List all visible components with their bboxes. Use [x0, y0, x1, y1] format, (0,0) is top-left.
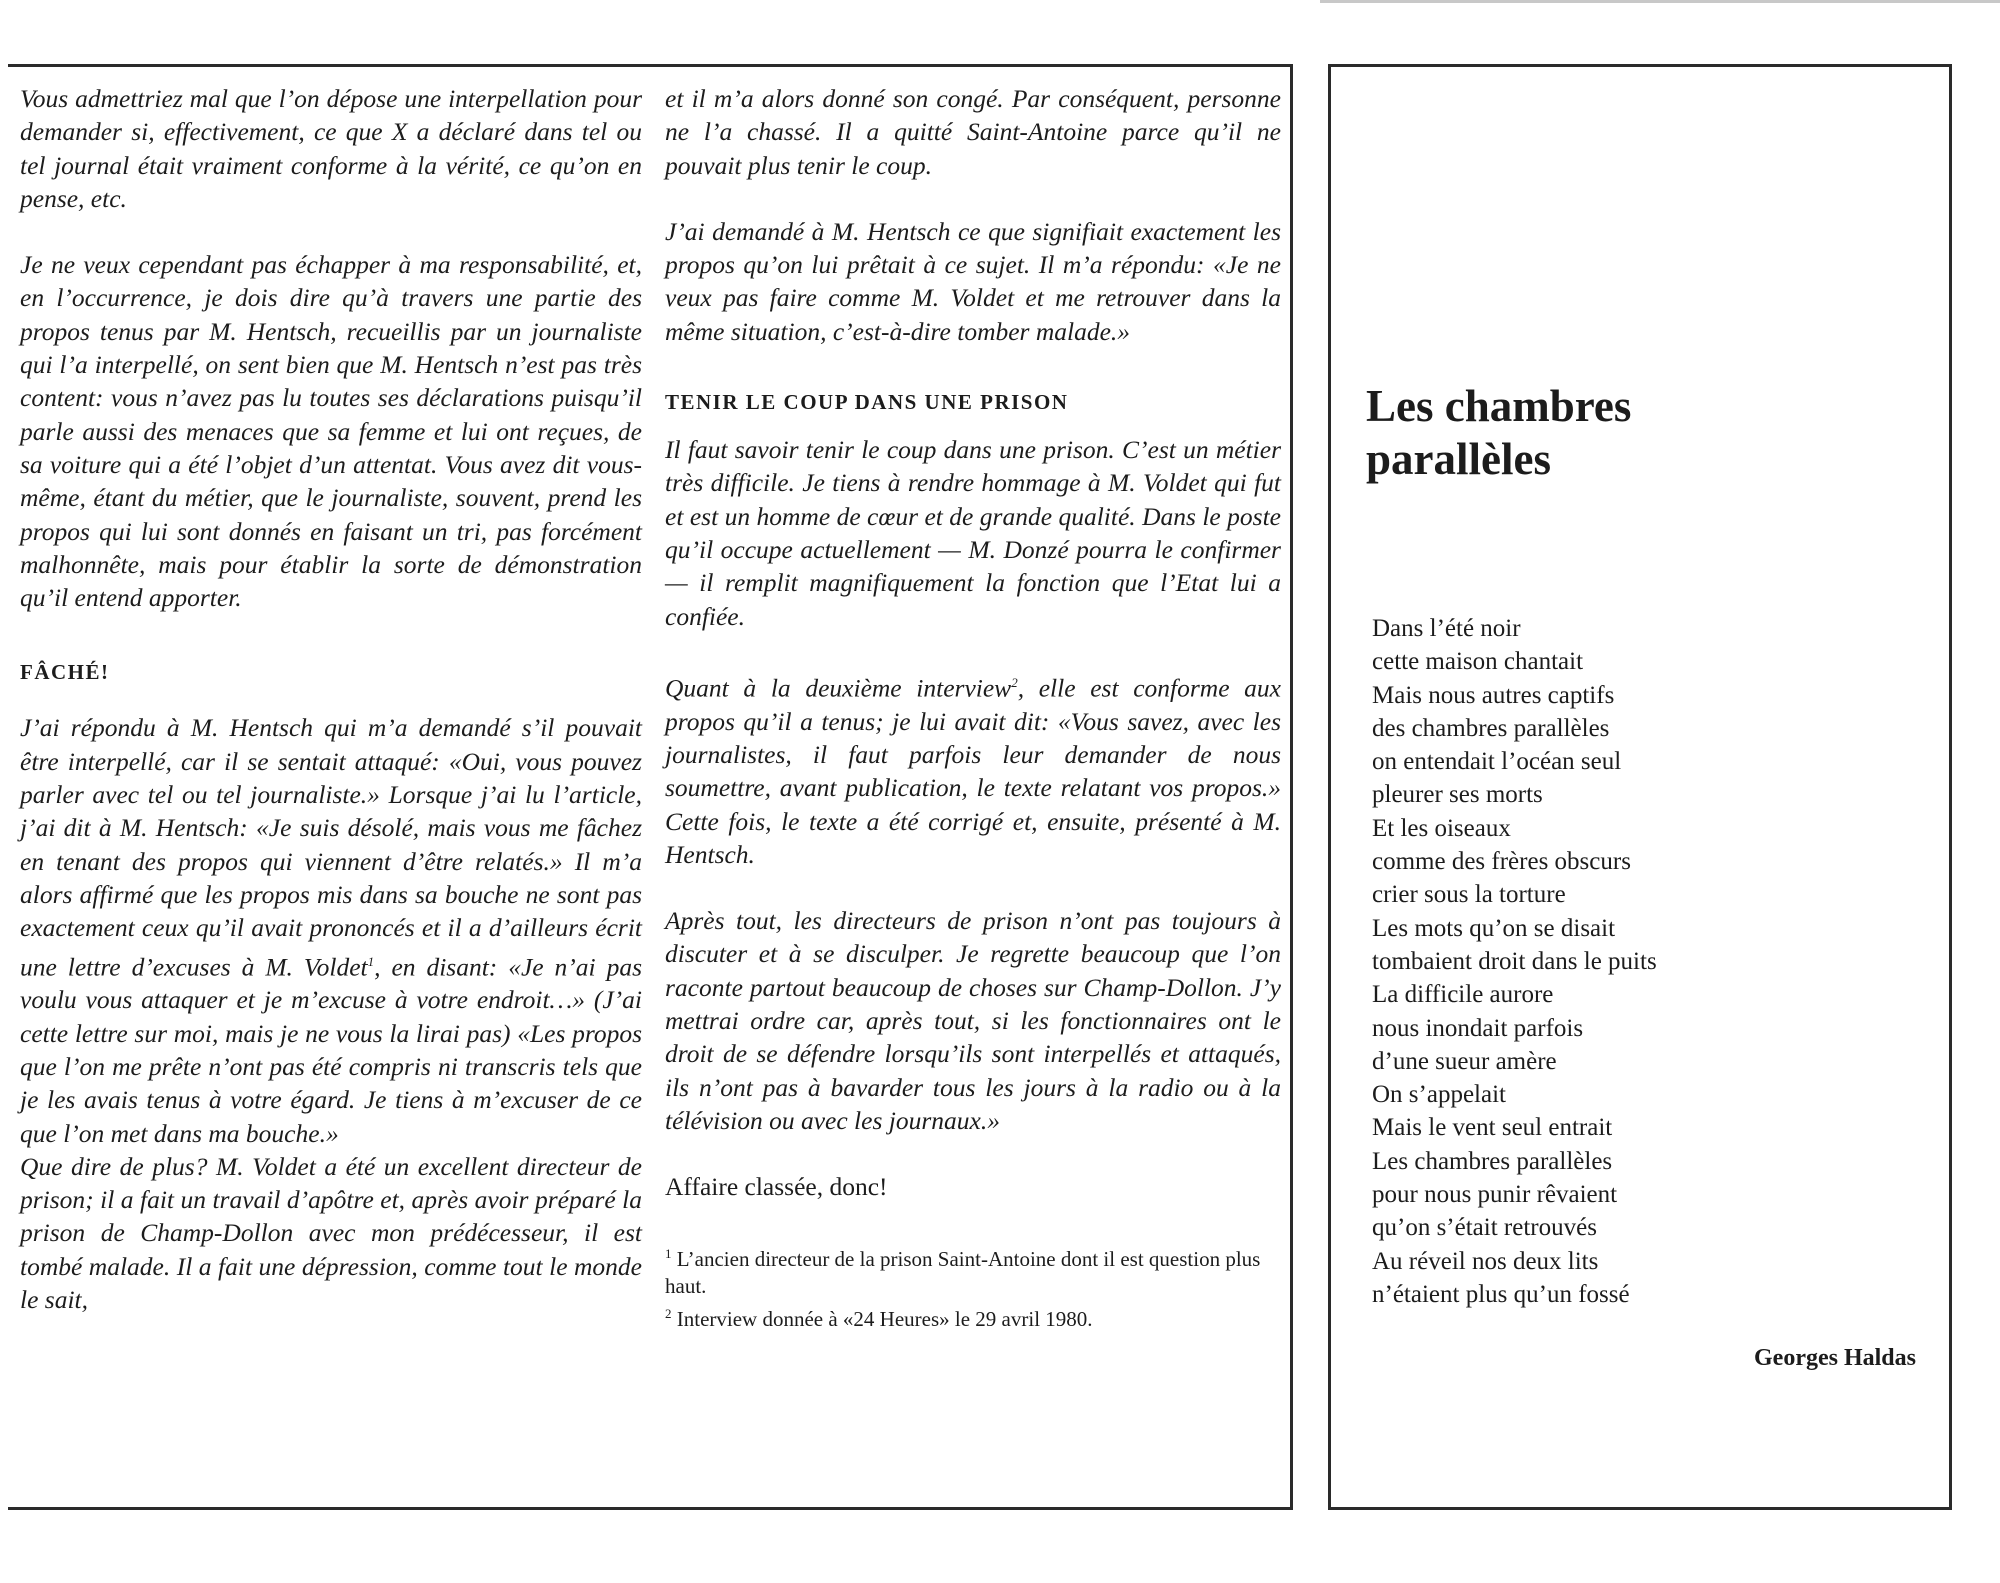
poem-line: d’une sueur amère [1372, 1047, 1557, 1075]
footnote-2 [665, 1300, 1281, 1333]
left-paragraph-2: Je ne veux cependant pas échapper à ma responsabilité, et, en l’occurrence, je dois dire qu’à travers une partie des propos tenus par M. Hentsch, recueillis par un journaliste qui l’a interpellé, on sent bien que M. Hentsch n’est pas très content: vous n’avez pas lu toutes ses déclarations puisqu’il parle aussi des menaces que sa femme et lui ont reçues, de sa voiture qui a été l’objet d’un attentat. Vous avez dit vous-même, étant du métier, que le journaliste, souvent, prend les propos qui lui sont donnés en faisant un tri, pas forcément malhonnête, mais pour établir la sorte de démonstration qu’il entend apporter. [20, 250, 642, 613]
poem-title [1366, 380, 1906, 486]
footnote-1-mark: 1 [665, 1245, 672, 1261]
mid-paragraph-1: et il m’a alors donné son congé. Par conséquent, personne ne l’a chassé. Il a quitté Saint-Antoine parce qu’il ne pouvait plus tenir le coup. [665, 84, 1281, 180]
left-paragraph-3 [20, 711, 642, 1149]
poem-line: Les chambres parallèles [1372, 1147, 1613, 1175]
poem-title-line-2: parallèles [1366, 434, 1551, 484]
footnote-2-mark: 2 [665, 1305, 672, 1321]
section-heading-tenir-le-coup: TENIR LE COUP DANS UNE PRISON [665, 390, 1069, 415]
footnote-ref-1: 1 [367, 953, 375, 969]
mid-paragraph-4-text-a: Quant à la deuxième interview [665, 673, 1012, 703]
poem-line: Mais le vent seul entrait [1372, 1114, 1613, 1142]
poem-line: pour nous punir rêvaient [1372, 1181, 1618, 1209]
footnote-2-text: Interview donnée à «24 Heures» le 29 avril 1980. [676, 1306, 1093, 1331]
poem-line: On s’appelait [1372, 1081, 1506, 1109]
footnote-1 [665, 1240, 1281, 1300]
left-paragraph-4: Que dire de plus? M. Voldet a été un excellent directeur de prison; il a fait un travail d’apôtre et, après avoir préparé la prison de Champ-Dollon avec mon prédécesseur, il est tombé malade. Il a fait une dépression, comme tout le monde le sait, [20, 1151, 642, 1314]
poem-line: Dans l’été noir [1372, 615, 1521, 642]
poem-body [1372, 612, 1892, 1311]
poem-line: crier sous la torture [1372, 881, 1566, 909]
article-left-column [20, 82, 642, 1316]
section-heading-fache: FÂCHÉ! [20, 660, 110, 685]
poem-line: pleurer ses morts [1372, 781, 1543, 809]
poem-line: n’étaient plus qu’un fossé [1372, 1280, 1630, 1308]
poem-line: on entendait l’océan seul [1372, 748, 1622, 776]
poem-line: La difficile aurore [1372, 981, 1554, 1009]
poem-line: tombaient droit dans le puits [1372, 947, 1657, 975]
poem-line: Au réveil nos deux lits [1372, 1247, 1599, 1275]
poem-line: qu’on s’était retrouvés [1372, 1214, 1597, 1242]
top-rule [1320, 0, 2000, 3]
mid-paragraph-5: Après tout, les directeurs de prison n’ont pas toujours à discuter et à se disculper. Je regrette beaucoup que l’on raconte partout beaucoup de choses sur Champ-Dollon. J’y mettrai ordre car, après tout, si les fonctionnaires ont le droit de se défendre lorsqu’ils sont interpellés et attaqués, ils n’ont pas à bavarder tous les jours à la radio ou à la télévision ou avec les journaux.» [665, 906, 1281, 1135]
footnotes [665, 1240, 1281, 1333]
poem-line: des chambres parallèles [1372, 714, 1610, 742]
poem-author: Georges Haldas [1754, 1345, 1916, 1371]
poem-line: Les mots qu’on se disait [1372, 914, 1616, 942]
left-paragraph-3-text-a: J’ai répondu à M. Hentsch qui m’a demandé s’il pouvait être interpellé, car il se sentait attaqué: «Oui, vous pouvez parler avec tel ou tel journaliste.» Lorsque j’ai lu l’article, j’ai dit à M. Hentsch: «Je suis désolé, mais vous me fâchez en tenant des propos qui viennent d’être relatés.» Il m’a alors affirmé que les propos mis dans sa bouche ne sont pas exactement ceux qu’il avait prononcés et il a d’ailleurs écrit une lettre d’excuses à M. Voldet [20, 713, 642, 982]
poem-title-line-1: Les chambres [1366, 381, 1632, 431]
left-paragraph-3-text-b: , en disant: «Je n’ai pas voulu vous attaquer et je m’excuse à votre endroit…» (J’ai cette lettre sur moi, mais je ne vous la lirai pas) «Les propos que l’on me prête n’ont pas été compris ni transcris tels que je les avais tenus à votre égard. Je tiens à m’excuser de ce que l’on met dans ma bouche.» [20, 952, 642, 1148]
mid-paragraph-4-text-b: , elle est conforme aux propos qu’il a tenus; je lui avait dit: «Vous savez, avec les journalistes, il faut parfois leur demander de nous soumettre, avant publication, le texte relatant vos propos.» Cette fois, le texte a été corrigé et, ensuite, présenté à M. Hentsch. [665, 673, 1282, 869]
footnote-1-text: L’ancien directeur de la prison Saint-Antoine dont il est question plus haut. [665, 1246, 1261, 1298]
closing-line: Affaire classée, donc! [665, 1172, 888, 1202]
left-paragraph-1: Vous admettriez mal que l’on dépose une interpellation pour demander si, effectivement, ce que X a déclaré dans tel ou tel journal était vraiment conforme à la vérité, ce qu’on en pense, etc. [20, 84, 642, 213]
poem-line: comme des frères obscurs [1372, 848, 1631, 876]
poem-line: Et les oiseaux [1372, 814, 1511, 842]
mid-paragraph-4 [665, 666, 1281, 871]
poem-line: Mais nous autres captifs [1372, 681, 1615, 709]
footnote-ref-2: 2 [1011, 674, 1018, 690]
mid-paragraph-2: J’ai demandé à M. Hentsch ce que signifiait exactement les propos qu’on lui prêtait à ce sujet. Il m’a répondu: «Je ne veux pas faire comme M. Voldet et me retrouver dans la même situation, c’est-à-dire tomber malade.» [665, 216, 1281, 346]
article-middle-column [665, 82, 1281, 1333]
mid-paragraph-3: Il faut savoir tenir le coup dans une prison. C’est un métier très difficile. Je tiens à rendre hommage à M. Voldet qui fut et est un homme de cœur et de grande qualité. Dans le poste qu’il occupe actuellement — M. Donzé pourra le confirmer — il remplit magnifiquement la fonction que l’Etat lui a confiée. [665, 435, 1281, 631]
poem-line: nous inondait parfois [1372, 1014, 1584, 1042]
poem-line: cette maison chantait [1372, 648, 1584, 676]
